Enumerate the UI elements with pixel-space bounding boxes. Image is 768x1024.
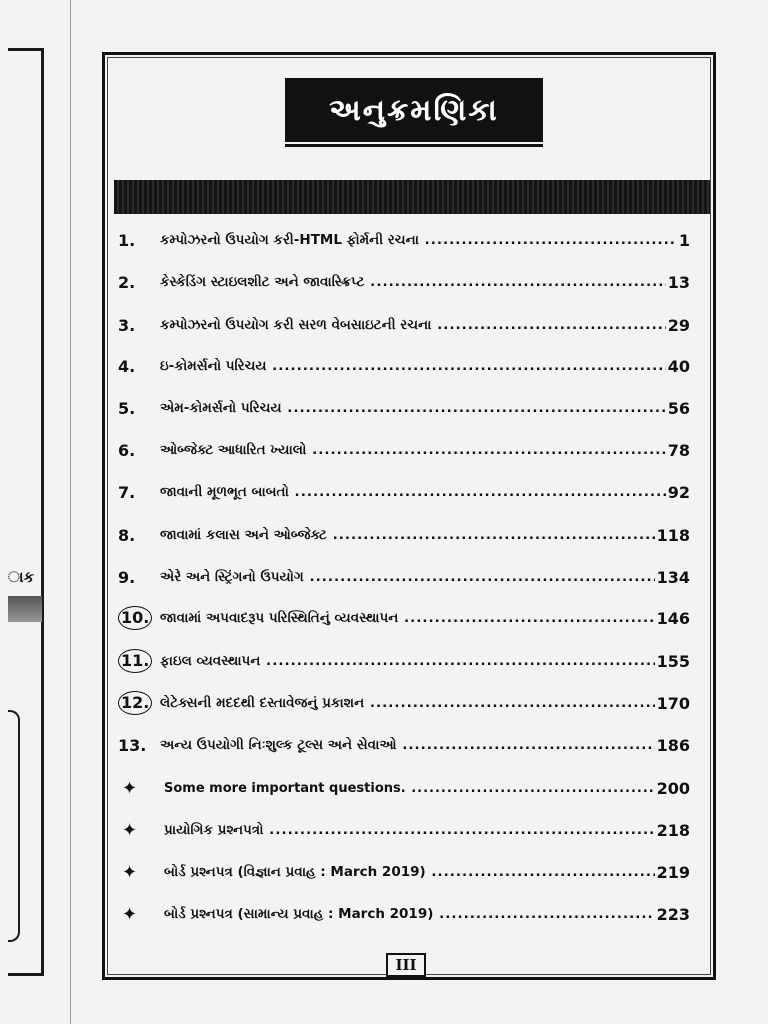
toc-entry (118, 393, 690, 423)
toc-entry-title: લેટેક્સની મદદથી દસ્તાવેજનું પ્રકાશન ..... (160, 695, 655, 711)
toc-entry-page: 1 (678, 230, 690, 250)
toc-entry-title: કેસ્કેડિંગ સ્ટાઇલશીટ અને જાવાસ્ક્રિપ્ટ ..... (160, 274, 666, 290)
left-page-band (8, 596, 42, 622)
left-page-word: ાક (8, 568, 35, 586)
toc-entry (118, 562, 690, 592)
toc-entry-title: એરે અને સ્ટ્રિંગનો ઉપયોગ ..... (160, 569, 655, 585)
page-number: III (386, 953, 426, 977)
page-gutter-line (70, 0, 71, 1024)
left-page-inner-box (8, 710, 20, 942)
toc-entry-number: 4. (118, 356, 136, 376)
toc-entry (118, 603, 690, 633)
toc-entry-title: કમ્પોઝરનો ઉપયોગ કરી-HTML ફોર્મની રચના ..... (160, 232, 677, 248)
toc-entry (118, 773, 690, 803)
toc-entry-title: બોર્ડ પ્રશ્નપત્ર (વિજ્ઞાન પ્રવાહ : March 2019) ..... (164, 864, 655, 880)
toc-entry-page: 29 (667, 315, 690, 335)
toc-entry-title: અન્ય ઉપયોગી નિઃશુલ્ક ટૂલ્સ અને સેવાઓ ..... (160, 737, 655, 753)
toc-entry-title: ફાઇલ વ્યવસ્થાપન ..... (160, 653, 655, 669)
toc-entry-page: 200 (656, 778, 690, 798)
toc-entry-title: ઓબ્જેક્ટ આધારિત ખ્યાલો ..... (160, 442, 666, 458)
toc-entry-number: 7. (118, 482, 136, 502)
toc-entry-number: 3. (118, 315, 136, 335)
toc-entry (118, 477, 690, 507)
toc-entry-number: 12. (118, 691, 160, 715)
toc-entry-page: 56 (667, 398, 690, 418)
toc-entry-page: 146 (656, 608, 690, 628)
toc-entry-page: 13 (667, 272, 690, 292)
toc-entry-title: પ્રાયોગિક પ્રશ્નપત્રો ..... (164, 822, 655, 838)
toc-entry-title: જાવાની મૂળભૂત બાબતો ..... (160, 484, 666, 500)
toc-entry-page: 134 (656, 567, 690, 587)
toc-entry (118, 310, 690, 340)
toc-entry-title: જાવામાં કલાસ અને ઓબ્જેક્ટ ..... (160, 527, 655, 543)
toc-entry (118, 225, 690, 255)
toc-entry-number: 10. (118, 606, 160, 630)
toc-entry-title: Some more important questions. ..... (164, 781, 655, 796)
toc-entry (118, 730, 690, 760)
toc-entry-page: 118 (656, 525, 690, 545)
toc-entry-page: 92 (667, 482, 690, 502)
toc-entry-number: 11. (118, 649, 160, 673)
toc-entry-title: એમ-કોમર્સનો પરિચય ..... (160, 400, 666, 416)
toc-entry-title: કમ્પોઝરનો ઉપયોગ કરી સરળ વેબસાઇટની રચના ..... (160, 317, 666, 333)
toc-entry (118, 351, 690, 381)
toc-entry-number: 8. (118, 525, 136, 545)
toc-entry (118, 857, 690, 887)
toc-entry-number: 6. (118, 440, 136, 460)
star-bullet-icon: ✦ (122, 861, 138, 883)
toc-entry-number: 13. (118, 735, 147, 755)
toc-entry-number: 1. (118, 230, 136, 250)
star-bullet-icon: ✦ (122, 819, 138, 841)
toc-entry-page: 186 (656, 735, 690, 755)
toc-entry-number: 9. (118, 567, 136, 587)
star-bullet-icon: ✦ (122, 777, 138, 799)
toc-entry (118, 267, 690, 297)
toc-entry (118, 815, 690, 845)
toc-entry-number: 2. (118, 272, 136, 292)
toc-entry (118, 899, 690, 929)
toc-entry (118, 688, 690, 718)
header-band (114, 180, 710, 214)
toc-entry-page: 78 (667, 440, 690, 460)
toc-entry-page: 155 (656, 651, 690, 671)
toc-entry-page: 170 (656, 693, 690, 713)
toc-entry-page: 219 (656, 862, 690, 882)
toc-entry-page: 218 (656, 820, 690, 840)
toc-entry-number: 5. (118, 398, 136, 418)
toc-entry (118, 435, 690, 465)
toc-entry-page: 223 (656, 904, 690, 924)
toc-entry-page: 40 (667, 356, 690, 376)
toc-entry-title: જાવામાં અપવાદરૂપ પરિસ્થિતિનું વ્યવસ્થાપન ..... (160, 610, 655, 626)
title-underline (285, 144, 543, 147)
toc-entry (118, 646, 690, 676)
toc-entry (118, 520, 690, 550)
toc-entry-title: ઇ-કોમર્સનો પરિચય ..... (160, 358, 666, 374)
star-bullet-icon: ✦ (122, 903, 138, 925)
page-title: અનુક્રમણિકા (285, 78, 543, 142)
toc-entry-title: બોર્ડ પ્રશ્નપત્ર (સામાન્ય પ્રવાહ : March 2019) ..... (164, 906, 655, 922)
